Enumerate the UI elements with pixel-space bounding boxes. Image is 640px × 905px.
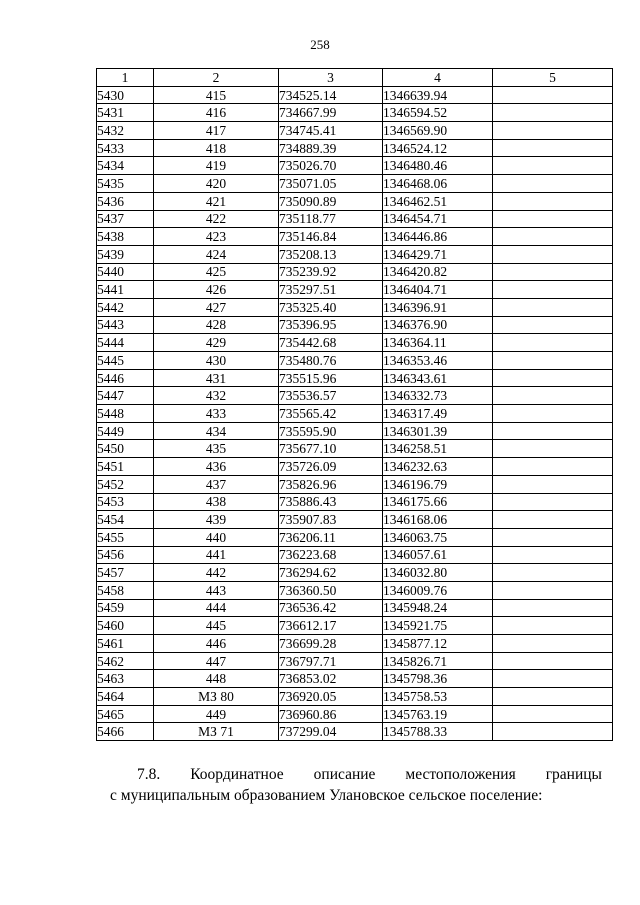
table-row — [97, 175, 613, 193]
point-id-cell: 436 — [154, 458, 279, 476]
row-number-cell: 5430 — [97, 86, 154, 104]
x-coordinate-cell: 736294.62 — [279, 564, 383, 582]
y-coordinate-cell: 1346196.79 — [383, 475, 493, 493]
y-coordinate-cell: 1346569.90 — [383, 122, 493, 140]
empty-cell — [493, 175, 613, 193]
x-coordinate-cell: 736699.28 — [279, 635, 383, 653]
empty-cell — [493, 617, 613, 635]
x-coordinate-cell: 734889.39 — [279, 139, 383, 157]
y-coordinate-cell: 1346063.75 — [383, 528, 493, 546]
row-number-cell: 5466 — [97, 723, 154, 741]
x-coordinate-cell: 735826.96 — [279, 475, 383, 493]
x-coordinate-cell: 736360.50 — [279, 581, 383, 599]
y-coordinate-cell: 1346404.71 — [383, 281, 493, 299]
table-row — [97, 245, 613, 263]
row-number-cell: 5438 — [97, 228, 154, 246]
point-id-cell: 423 — [154, 228, 279, 246]
row-number-cell: 5447 — [97, 387, 154, 405]
x-coordinate-cell: 735396.95 — [279, 316, 383, 334]
point-id-cell: 416 — [154, 104, 279, 122]
y-coordinate-cell: 1346258.51 — [383, 440, 493, 458]
point-id-cell: 433 — [154, 405, 279, 423]
table-row — [97, 440, 613, 458]
x-coordinate-cell: 736920.05 — [279, 688, 383, 706]
table-row — [97, 157, 613, 175]
point-id-cell: 447 — [154, 652, 279, 670]
row-number-cell: 5446 — [97, 369, 154, 387]
row-number-cell: 5439 — [97, 245, 154, 263]
point-id-cell: 437 — [154, 475, 279, 493]
x-coordinate-cell: 737299.04 — [279, 723, 383, 741]
table-row — [97, 564, 613, 582]
point-id-cell: 424 — [154, 245, 279, 263]
table-row — [97, 705, 613, 723]
point-id-cell: 446 — [154, 635, 279, 653]
row-number-cell: 5437 — [97, 210, 154, 228]
table-row — [97, 316, 613, 334]
row-number-cell: 5448 — [97, 405, 154, 423]
paragraph-first-line — [110, 764, 602, 785]
y-coordinate-cell: 1346480.46 — [383, 157, 493, 175]
point-id-cell: 449 — [154, 705, 279, 723]
table-row — [97, 475, 613, 493]
table-row — [97, 723, 613, 741]
point-id-cell: 415 — [154, 86, 279, 104]
x-coordinate-cell: 735886.43 — [279, 493, 383, 511]
empty-cell — [493, 316, 613, 334]
empty-cell — [493, 192, 613, 210]
x-coordinate-cell: 735907.83 — [279, 511, 383, 529]
y-coordinate-cell: 1345948.24 — [383, 599, 493, 617]
table-row — [97, 688, 613, 706]
column-header: 4 — [383, 69, 493, 87]
table-row — [97, 281, 613, 299]
row-number-cell: 5455 — [97, 528, 154, 546]
x-coordinate-cell: 735208.13 — [279, 245, 383, 263]
table-row — [97, 581, 613, 599]
empty-cell — [493, 228, 613, 246]
row-number-cell: 5443 — [97, 316, 154, 334]
table-row — [97, 599, 613, 617]
empty-cell — [493, 157, 613, 175]
empty-cell — [493, 245, 613, 263]
y-coordinate-cell: 1346175.66 — [383, 493, 493, 511]
y-coordinate-cell: 1346317.49 — [383, 405, 493, 423]
x-coordinate-cell: 735239.92 — [279, 263, 383, 281]
x-coordinate-cell: 736853.02 — [279, 670, 383, 688]
y-coordinate-cell: 1346301.39 — [383, 422, 493, 440]
paragraph-word: описание — [313, 766, 376, 783]
point-id-cell: 442 — [154, 564, 279, 582]
table-row — [97, 387, 613, 405]
point-id-cell: 439 — [154, 511, 279, 529]
point-id-cell: 419 — [154, 157, 279, 175]
point-id-cell: 421 — [154, 192, 279, 210]
table-row — [97, 298, 613, 316]
empty-cell — [493, 475, 613, 493]
paragraph-word: Координатное — [190, 766, 284, 783]
table-row — [97, 369, 613, 387]
x-coordinate-cell: 734525.14 — [279, 86, 383, 104]
row-number-cell: 5461 — [97, 635, 154, 653]
row-number-cell: 5435 — [97, 175, 154, 193]
y-coordinate-cell: 1346364.11 — [383, 334, 493, 352]
x-coordinate-cell: 735480.76 — [279, 352, 383, 370]
row-number-cell: 5457 — [97, 564, 154, 582]
y-coordinate-cell: 1345798.36 — [383, 670, 493, 688]
y-coordinate-cell: 1346332.73 — [383, 387, 493, 405]
table-header-row — [97, 69, 613, 87]
point-id-cell: 443 — [154, 581, 279, 599]
point-id-cell: 431 — [154, 369, 279, 387]
row-number-cell: 5432 — [97, 122, 154, 140]
y-coordinate-cell: 1346468.06 — [383, 175, 493, 193]
row-number-cell: 5459 — [97, 599, 154, 617]
y-coordinate-cell: 1346343.61 — [383, 369, 493, 387]
empty-cell — [493, 387, 613, 405]
table-row — [97, 422, 613, 440]
x-coordinate-cell: 735146.84 — [279, 228, 383, 246]
point-id-cell: 445 — [154, 617, 279, 635]
empty-cell — [493, 705, 613, 723]
point-id-cell: 440 — [154, 528, 279, 546]
table-body — [97, 86, 613, 740]
row-number-cell: 5452 — [97, 475, 154, 493]
row-number-cell: 5464 — [97, 688, 154, 706]
row-number-cell: 5440 — [97, 263, 154, 281]
empty-cell — [493, 334, 613, 352]
x-coordinate-cell: 736223.68 — [279, 546, 383, 564]
point-id-cell: 426 — [154, 281, 279, 299]
y-coordinate-cell: 1345826.71 — [383, 652, 493, 670]
row-number-cell: 5450 — [97, 440, 154, 458]
point-id-cell: 430 — [154, 352, 279, 370]
y-coordinate-cell: 1346639.94 — [383, 86, 493, 104]
row-number-cell: 5433 — [97, 139, 154, 157]
table-row — [97, 210, 613, 228]
point-id-cell: 418 — [154, 139, 279, 157]
table-row — [97, 405, 613, 423]
point-id-cell: 428 — [154, 316, 279, 334]
empty-cell — [493, 581, 613, 599]
y-coordinate-cell: 1346232.63 — [383, 458, 493, 476]
table-row — [97, 122, 613, 140]
column-header: 2 — [154, 69, 279, 87]
page-number: 258 — [310, 37, 330, 52]
x-coordinate-cell: 735297.51 — [279, 281, 383, 299]
y-coordinate-cell: 1346420.82 — [383, 263, 493, 281]
empty-cell — [493, 86, 613, 104]
x-coordinate-cell: 735118.77 — [279, 210, 383, 228]
y-coordinate-cell: 1345788.33 — [383, 723, 493, 741]
table-row — [97, 263, 613, 281]
point-id-cell: 434 — [154, 422, 279, 440]
empty-cell — [493, 104, 613, 122]
paragraph-second-line: с муниципальным образованием Улановское сельское поселение: — [110, 787, 543, 804]
point-id-cell: МЗ 71 — [154, 723, 279, 741]
x-coordinate-cell: 735536.57 — [279, 387, 383, 405]
table-row — [97, 635, 613, 653]
table-row — [97, 546, 613, 564]
x-coordinate-cell: 735595.90 — [279, 422, 383, 440]
x-coordinate-cell: 735090.89 — [279, 192, 383, 210]
row-number-cell: 5451 — [97, 458, 154, 476]
row-number-cell: 5463 — [97, 670, 154, 688]
point-id-cell: 420 — [154, 175, 279, 193]
section-paragraph — [110, 764, 602, 806]
row-number-cell: 5453 — [97, 493, 154, 511]
y-coordinate-cell: 1346396.91 — [383, 298, 493, 316]
column-header: 5 — [493, 69, 613, 87]
row-number-cell: 5462 — [97, 652, 154, 670]
x-coordinate-cell: 735565.42 — [279, 405, 383, 423]
row-number-cell: 5458 — [97, 581, 154, 599]
row-number-cell: 5436 — [97, 192, 154, 210]
row-number-cell: 5442 — [97, 298, 154, 316]
paragraph-word: границы — [545, 766, 602, 783]
point-id-cell: 429 — [154, 334, 279, 352]
y-coordinate-cell: 1346524.12 — [383, 139, 493, 157]
y-coordinate-cell: 1346376.90 — [383, 316, 493, 334]
point-id-cell: 438 — [154, 493, 279, 511]
point-id-cell: 425 — [154, 263, 279, 281]
table-row — [97, 528, 613, 546]
empty-cell — [493, 564, 613, 582]
empty-cell — [493, 298, 613, 316]
row-number-cell: 5465 — [97, 705, 154, 723]
row-number-cell: 5460 — [97, 617, 154, 635]
y-coordinate-cell: 1346429.71 — [383, 245, 493, 263]
table-row — [97, 652, 613, 670]
x-coordinate-cell: 735515.96 — [279, 369, 383, 387]
y-coordinate-cell: 1346057.61 — [383, 546, 493, 564]
table-row — [97, 86, 613, 104]
y-coordinate-cell: 1346446.86 — [383, 228, 493, 246]
y-coordinate-cell: 1346454.71 — [383, 210, 493, 228]
row-number-cell: 5441 — [97, 281, 154, 299]
row-number-cell: 5444 — [97, 334, 154, 352]
table-row — [97, 139, 613, 157]
column-header: 1 — [97, 69, 154, 87]
empty-cell — [493, 263, 613, 281]
empty-cell — [493, 139, 613, 157]
row-number-cell: 5454 — [97, 511, 154, 529]
x-coordinate-cell: 736536.42 — [279, 599, 383, 617]
empty-cell — [493, 546, 613, 564]
y-coordinate-cell: 1346009.76 — [383, 581, 493, 599]
y-coordinate-cell: 1346353.46 — [383, 352, 493, 370]
y-coordinate-cell: 1345877.12 — [383, 635, 493, 653]
point-id-cell: МЗ 80 — [154, 688, 279, 706]
table-row — [97, 617, 613, 635]
x-coordinate-cell: 735071.05 — [279, 175, 383, 193]
y-coordinate-cell: 1346594.52 — [383, 104, 493, 122]
empty-cell — [493, 670, 613, 688]
y-coordinate-cell: 1346032.80 — [383, 564, 493, 582]
point-id-cell: 422 — [154, 210, 279, 228]
table-row — [97, 104, 613, 122]
point-id-cell: 417 — [154, 122, 279, 140]
row-number-cell: 5456 — [97, 546, 154, 564]
empty-cell — [493, 652, 613, 670]
x-coordinate-cell: 734745.41 — [279, 122, 383, 140]
column-header: 3 — [279, 69, 383, 87]
x-coordinate-cell: 736206.11 — [279, 528, 383, 546]
row-number-cell: 5449 — [97, 422, 154, 440]
y-coordinate-cell: 1346462.51 — [383, 192, 493, 210]
x-coordinate-cell: 735677.10 — [279, 440, 383, 458]
table-row — [97, 493, 613, 511]
table-row — [97, 352, 613, 370]
empty-cell — [493, 281, 613, 299]
y-coordinate-cell: 1346168.06 — [383, 511, 493, 529]
empty-cell — [493, 369, 613, 387]
point-id-cell: 427 — [154, 298, 279, 316]
table-row — [97, 192, 613, 210]
paragraph-word: местоположения — [405, 766, 516, 783]
y-coordinate-cell: 1345921.75 — [383, 617, 493, 635]
empty-cell — [493, 422, 613, 440]
empty-cell — [493, 352, 613, 370]
point-id-cell: 441 — [154, 546, 279, 564]
empty-cell — [493, 635, 613, 653]
table-row — [97, 334, 613, 352]
x-coordinate-cell: 735026.70 — [279, 157, 383, 175]
point-id-cell: 435 — [154, 440, 279, 458]
empty-cell — [493, 405, 613, 423]
table-row — [97, 511, 613, 529]
row-number-cell: 5431 — [97, 104, 154, 122]
x-coordinate-cell: 735442.68 — [279, 334, 383, 352]
point-id-cell: 444 — [154, 599, 279, 617]
point-id-cell: 448 — [154, 670, 279, 688]
empty-cell — [493, 723, 613, 741]
row-number-cell: 5445 — [97, 352, 154, 370]
empty-cell — [493, 599, 613, 617]
empty-cell — [493, 493, 613, 511]
empty-cell — [493, 122, 613, 140]
empty-cell — [493, 511, 613, 529]
point-id-cell: 432 — [154, 387, 279, 405]
empty-cell — [493, 440, 613, 458]
x-coordinate-cell: 735726.09 — [279, 458, 383, 476]
table-row — [97, 228, 613, 246]
coordinates-table — [96, 68, 613, 741]
y-coordinate-cell: 1345758.53 — [383, 688, 493, 706]
empty-cell — [493, 210, 613, 228]
x-coordinate-cell: 734667.99 — [279, 104, 383, 122]
empty-cell — [493, 688, 613, 706]
x-coordinate-cell: 736960.86 — [279, 705, 383, 723]
y-coordinate-cell: 1345763.19 — [383, 705, 493, 723]
empty-cell — [493, 458, 613, 476]
x-coordinate-cell: 735325.40 — [279, 298, 383, 316]
section-number: 7.8. — [137, 766, 161, 783]
table-row — [97, 670, 613, 688]
x-coordinate-cell: 736797.71 — [279, 652, 383, 670]
table-row — [97, 458, 613, 476]
x-coordinate-cell: 736612.17 — [279, 617, 383, 635]
row-number-cell: 5434 — [97, 157, 154, 175]
empty-cell — [493, 528, 613, 546]
